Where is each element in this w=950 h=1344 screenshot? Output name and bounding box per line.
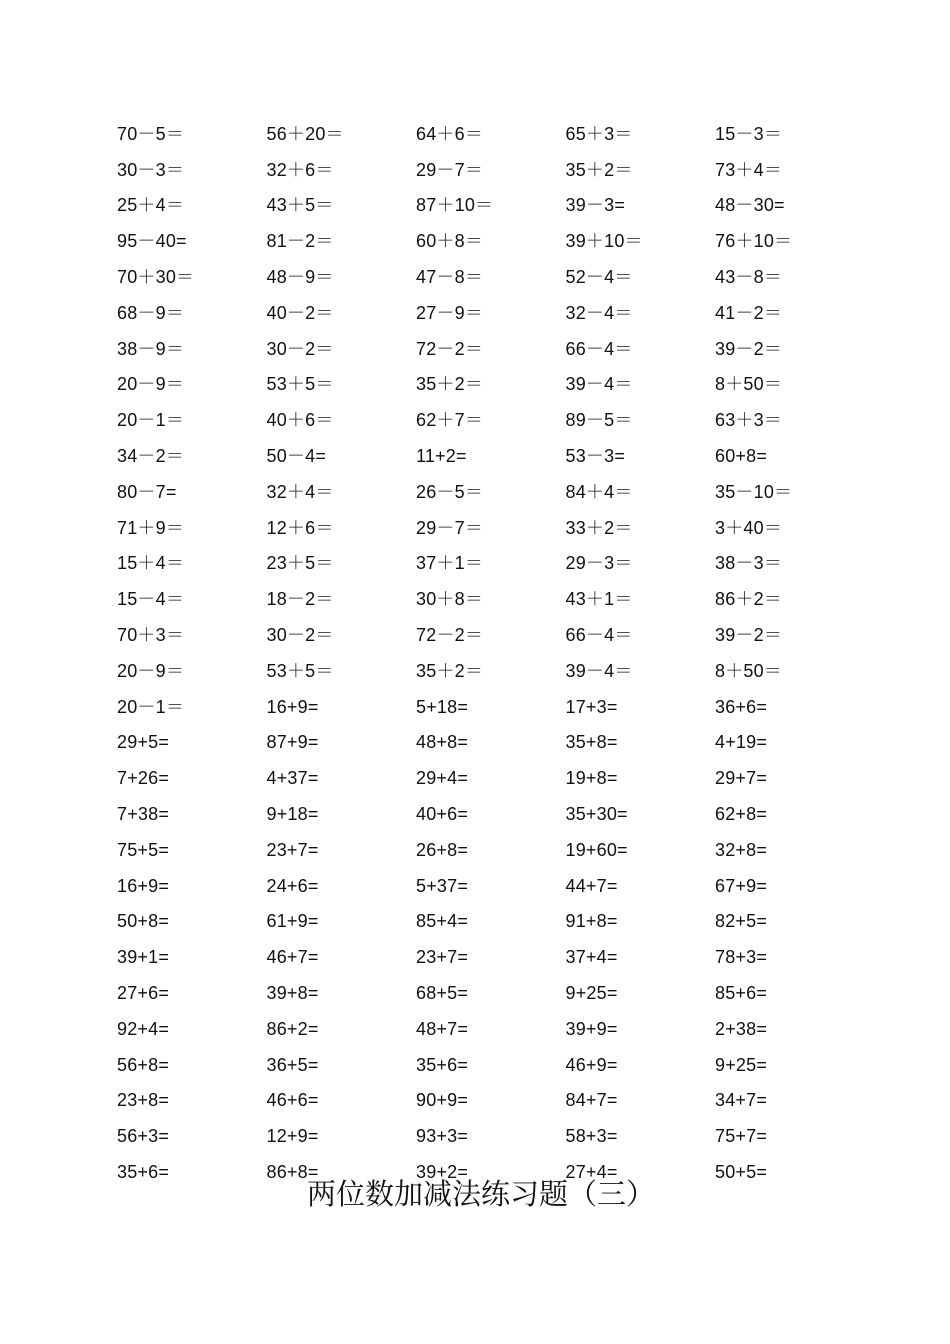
math-problem: 24+6= bbox=[266, 875, 319, 896]
problem-row bbox=[117, 1083, 877, 1119]
problem-row bbox=[117, 402, 877, 438]
math-problem: 56+8= bbox=[117, 1054, 170, 1075]
math-problem: 29+7= bbox=[715, 768, 768, 789]
math-problem: 38－9＝ bbox=[117, 338, 185, 359]
math-problem: 63＋3＝ bbox=[715, 410, 783, 431]
math-problem: 73＋4＝ bbox=[715, 159, 783, 180]
math-problem: 7+26= bbox=[117, 768, 170, 789]
math-problem: 47－8＝ bbox=[416, 267, 484, 288]
math-problem: 35＋2＝ bbox=[565, 159, 633, 180]
math-problem: 78+3= bbox=[715, 947, 768, 968]
problem-grid bbox=[117, 116, 877, 1190]
math-problem: 23+8= bbox=[117, 1090, 170, 1111]
math-problem: 39－4＝ bbox=[565, 374, 633, 395]
math-problem: 35+6= bbox=[416, 1054, 469, 1075]
problem-row bbox=[117, 617, 877, 653]
math-problem: 18－2＝ bbox=[266, 589, 334, 610]
math-problem: 23＋5＝ bbox=[266, 553, 334, 574]
problem-row bbox=[117, 223, 877, 259]
math-problem: 3＋40＝ bbox=[715, 517, 783, 538]
math-problem: 95－40= bbox=[117, 231, 187, 252]
problem-row bbox=[117, 116, 877, 152]
problem-row bbox=[117, 1011, 877, 1047]
math-problem: 71＋9＝ bbox=[117, 517, 185, 538]
math-problem: 50－4= bbox=[266, 446, 327, 467]
math-problem: 39＋10＝ bbox=[565, 231, 643, 252]
math-problem: 35－10＝ bbox=[715, 481, 793, 502]
math-problem: 4+37= bbox=[266, 768, 319, 789]
math-problem: 70－5＝ bbox=[117, 123, 185, 144]
math-problem: 30－3＝ bbox=[117, 159, 185, 180]
problem-row bbox=[117, 152, 877, 188]
math-problem: 5+37= bbox=[416, 875, 469, 896]
math-problem: 50+8= bbox=[117, 911, 170, 932]
math-problem: 46+6= bbox=[266, 1090, 319, 1111]
math-problem: 76＋10＝ bbox=[715, 231, 793, 252]
problem-row bbox=[117, 510, 877, 546]
math-problem: 20－9＝ bbox=[117, 374, 185, 395]
math-problem: 87＋10＝ bbox=[416, 195, 494, 216]
math-problem: 36+6= bbox=[715, 696, 768, 717]
math-problem: 15＋4＝ bbox=[117, 553, 185, 574]
math-problem: 12＋6＝ bbox=[266, 517, 334, 538]
math-problem: 81－2＝ bbox=[266, 231, 334, 252]
problem-row bbox=[117, 259, 877, 295]
problem-row bbox=[117, 546, 877, 582]
math-problem: 87+9= bbox=[266, 732, 319, 753]
math-problem: 84+7= bbox=[565, 1090, 618, 1111]
math-problem: 2+38= bbox=[715, 1018, 768, 1039]
problem-row bbox=[117, 438, 877, 474]
math-problem: 32＋4＝ bbox=[266, 481, 334, 502]
math-problem: 43＋5＝ bbox=[266, 195, 334, 216]
math-problem: 53＋5＝ bbox=[266, 374, 334, 395]
math-problem: 29+4= bbox=[416, 768, 469, 789]
math-problem: 80－7= bbox=[117, 481, 177, 502]
math-problem: 46+9= bbox=[565, 1054, 618, 1075]
math-problem: 92+4= bbox=[117, 1018, 170, 1039]
problem-row bbox=[117, 331, 877, 367]
math-problem: 52－4＝ bbox=[565, 267, 633, 288]
math-problem: 4+19= bbox=[715, 732, 768, 753]
math-problem: 39－2＝ bbox=[715, 625, 783, 646]
problem-row bbox=[117, 474, 877, 510]
problem-row bbox=[117, 1047, 877, 1083]
math-problem: 33＋2＝ bbox=[565, 517, 633, 538]
math-problem: 40+6= bbox=[416, 804, 469, 825]
math-problem: 19+8= bbox=[565, 768, 618, 789]
math-problem: 27+4= bbox=[565, 1162, 618, 1182]
math-problem: 17+3= bbox=[565, 696, 618, 717]
math-problem: 85+6= bbox=[715, 983, 768, 1004]
math-problem: 93+3= bbox=[416, 1126, 469, 1147]
problem-row bbox=[117, 367, 877, 403]
worksheet-title: 两位数加减法练习题（三） bbox=[306, 1177, 655, 1211]
math-problem: 82+5= bbox=[715, 911, 768, 932]
math-problem: 37＋1＝ bbox=[416, 553, 484, 574]
math-problem: 75+5= bbox=[117, 839, 170, 860]
math-problem: 27－9＝ bbox=[416, 302, 484, 323]
math-problem: 35+8= bbox=[565, 732, 618, 753]
math-problem: 39－3= bbox=[565, 195, 626, 216]
math-problem: 41－2＝ bbox=[715, 302, 783, 323]
math-problem: 35＋2＝ bbox=[416, 660, 484, 681]
math-problem: 34+7= bbox=[715, 1090, 768, 1111]
math-problem: 5+18= bbox=[416, 696, 469, 717]
math-problem: 53－3= bbox=[565, 446, 626, 467]
math-problem: 16+9= bbox=[117, 875, 170, 896]
math-problem: 53＋5＝ bbox=[266, 660, 334, 681]
math-problem: 20－1＝ bbox=[117, 696, 185, 717]
math-problem: 60＋8＝ bbox=[416, 231, 484, 252]
math-problem: 7+38= bbox=[117, 804, 170, 825]
math-problem: 68+5= bbox=[416, 983, 469, 1004]
math-problem: 65＋3＝ bbox=[565, 123, 633, 144]
math-problem: 66－4＝ bbox=[565, 625, 633, 646]
math-problem: 62+8= bbox=[715, 804, 768, 825]
math-problem: 66－4＝ bbox=[565, 338, 633, 359]
problem-row bbox=[117, 975, 877, 1011]
math-problem: 68－9＝ bbox=[117, 302, 185, 323]
math-problem: 29+5= bbox=[117, 732, 170, 753]
math-problem: 32＋6＝ bbox=[266, 159, 334, 180]
math-problem: 89－5＝ bbox=[565, 410, 633, 431]
math-problem: 86+8= bbox=[266, 1162, 319, 1182]
math-problem: 61+9= bbox=[266, 911, 319, 932]
math-problem: 37+4= bbox=[565, 947, 618, 968]
math-problem: 39+9= bbox=[565, 1018, 618, 1039]
math-problem: 32+8= bbox=[715, 839, 768, 860]
math-problem: 29－3＝ bbox=[565, 553, 633, 574]
math-problem: 46+7= bbox=[266, 947, 319, 968]
math-problem: 64＋6＝ bbox=[416, 123, 484, 144]
problem-row bbox=[117, 653, 877, 689]
problem-row bbox=[117, 725, 877, 761]
math-problem: 91+8= bbox=[565, 911, 618, 932]
math-problem: 39+1= bbox=[117, 947, 170, 968]
math-problem: 62＋7＝ bbox=[416, 410, 484, 431]
math-problem: 60+8= bbox=[715, 446, 768, 467]
math-problem: 84＋4＝ bbox=[565, 481, 633, 502]
math-problem: 56+3= bbox=[117, 1126, 170, 1147]
math-problem: 9+25= bbox=[715, 1054, 768, 1075]
math-problem: 44+7= bbox=[565, 875, 618, 896]
math-problem: 29－7＝ bbox=[416, 517, 484, 538]
math-problem: 26－5＝ bbox=[416, 481, 484, 502]
math-problem: 9+18= bbox=[266, 804, 319, 825]
problem-row bbox=[117, 760, 877, 796]
math-problem: 35+6= bbox=[117, 1162, 170, 1182]
math-problem: 35+30= bbox=[565, 804, 628, 825]
problem-row bbox=[117, 904, 877, 940]
math-problem: 39+2= bbox=[416, 1162, 469, 1182]
math-problem: 70＋3＝ bbox=[117, 625, 185, 646]
math-problem: 23+7= bbox=[266, 839, 319, 860]
problem-row bbox=[117, 295, 877, 331]
math-problem: 70＋30＝ bbox=[117, 267, 195, 288]
math-problem: 58+3= bbox=[565, 1126, 618, 1147]
math-problem: 16+9= bbox=[266, 696, 319, 717]
math-problem: 39+8= bbox=[266, 983, 319, 1004]
math-problem: 48－9＝ bbox=[266, 267, 334, 288]
math-problem: 86+2= bbox=[266, 1018, 319, 1039]
math-problem: 72－2＝ bbox=[416, 625, 484, 646]
math-problem: 27+6= bbox=[117, 983, 170, 1004]
problem-row bbox=[117, 832, 877, 868]
math-problem: 35＋2＝ bbox=[416, 374, 484, 395]
math-problem: 34－2＝ bbox=[117, 446, 185, 467]
math-problem: 38－3＝ bbox=[715, 553, 783, 574]
math-problem: 12+9= bbox=[266, 1126, 319, 1147]
math-problem: 85+4= bbox=[416, 911, 469, 932]
math-problem: 19+60= bbox=[565, 839, 628, 860]
math-problem: 43＋1＝ bbox=[565, 589, 633, 610]
math-problem: 43－8＝ bbox=[715, 267, 783, 288]
problem-row bbox=[117, 1118, 877, 1154]
math-problem: 50+5= bbox=[715, 1162, 768, 1182]
problem-row bbox=[117, 689, 877, 725]
math-problem: 15－4＝ bbox=[117, 589, 185, 610]
math-problem: 32－4＝ bbox=[565, 302, 633, 323]
math-problem: 48+7= bbox=[416, 1018, 469, 1039]
math-problem: 26+8= bbox=[416, 839, 469, 860]
math-problem: 39－4＝ bbox=[565, 660, 633, 681]
math-problem: 72－2＝ bbox=[416, 338, 484, 359]
math-problem: 30－2＝ bbox=[266, 625, 334, 646]
math-problem: 8＋50＝ bbox=[715, 660, 783, 681]
problem-row bbox=[117, 868, 877, 904]
math-problem: 67+9= bbox=[715, 875, 768, 896]
math-problem: 20－1＝ bbox=[117, 410, 185, 431]
problem-row bbox=[117, 188, 877, 224]
math-problem: 48－30= bbox=[715, 195, 785, 216]
math-problem: 8＋50＝ bbox=[715, 374, 783, 395]
math-problem: 20－9＝ bbox=[117, 660, 185, 681]
math-problem: 15－3＝ bbox=[715, 123, 783, 144]
problem-row bbox=[117, 796, 877, 832]
math-problem: 40＋6＝ bbox=[266, 410, 334, 431]
math-problem: 39－2＝ bbox=[715, 338, 783, 359]
math-problem: 48+8= bbox=[416, 732, 469, 753]
math-problem: 25＋4＝ bbox=[117, 195, 185, 216]
math-problem: 56＋20＝ bbox=[266, 123, 344, 144]
problem-row bbox=[117, 581, 877, 617]
math-problem: 90+9= bbox=[416, 1090, 469, 1111]
math-problem: 30＋8＝ bbox=[416, 589, 484, 610]
math-problem: 30－2＝ bbox=[266, 338, 334, 359]
math-problem: 40－2＝ bbox=[266, 302, 334, 323]
math-problem: 9+25= bbox=[565, 983, 618, 1004]
math-problem: 29－7＝ bbox=[416, 159, 484, 180]
math-problem: 86＋2＝ bbox=[715, 589, 783, 610]
problem-row bbox=[117, 939, 877, 975]
math-problem: 11+2= bbox=[416, 446, 467, 467]
math-problem: 23+7= bbox=[416, 947, 469, 968]
math-problem: 75+7= bbox=[715, 1126, 768, 1147]
math-problem: 36+5= bbox=[266, 1054, 319, 1075]
